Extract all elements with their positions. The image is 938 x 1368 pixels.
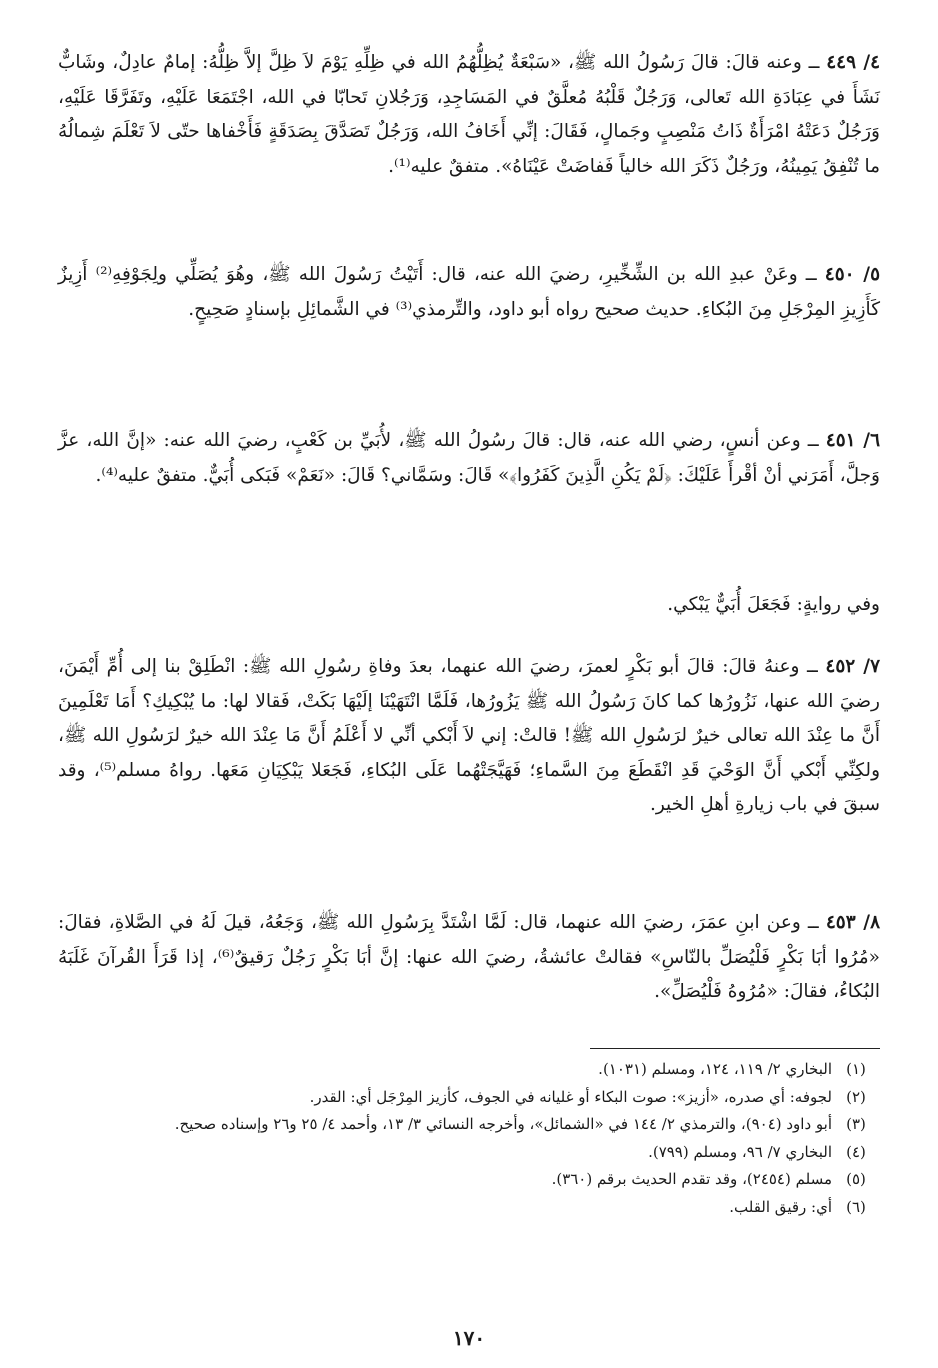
hadith-452 bbox=[58, 650, 880, 823]
footnote-number: (٤) bbox=[846, 1142, 866, 1161]
hadith-number: ٤/ ٤٤٩ bbox=[826, 52, 881, 73]
narration-variant bbox=[58, 588, 880, 623]
footnote-text: مسلم (٢٤٥٤)، وقد تقدم الحديث برقم (٣٦٠). bbox=[551, 1170, 832, 1188]
footnote-text: البخاري ٢/ ١١٩، ١٢٤، ومسلم (١٠٣١). bbox=[598, 1060, 832, 1078]
hadith-text: ــ وعنهُ قالَ: قالَ أبو بَكْرٍ لعمرَ، رضيَ الله عنهما، بعدَ وفاةِ رسُولِ الله ﷺ: انْطَلِقْ بنا إلى أُمِّ أَيْمَنَ، رضيَ الله عنها، نَزُورُها كما كانَ رَسُولُ الله ﷺ يَزُورُها، فَلَمَّا انْتَهَيْنَا إلَيْهَا بَكَتْ، فَقالا لها: ما يُبْكِيكِ؟ أَمَا تَعْلَمِينَ أَنَّ ما عِنْدَ الله تعالى خيرٌ لرَسُولِ الله ﷺ! قالتْ: إني لاَ أَبْكي أنِّي لا أَعْلَمُ أَنَّ مَا عِنْدَ الله خيرٌ لرَسُولِ الله ﷺ، ولكِنِّي أَبْكي أَنَّ الوَحْيَ قَدِ انْقَطَعَ مِنَ السَّماءِ؛ فَهَيَّجَتْهُما عَلَى البُكاءِ، فَجَعَلا يَبْكِيَانِ مَعَها. رواهُ مسلم⁽⁵⁾، وقد سبقَ في باب زيارةِ أهلِ الخير. bbox=[58, 656, 880, 815]
footnote-number: (١) bbox=[846, 1060, 866, 1078]
footnote-6 bbox=[58, 1194, 880, 1222]
footnote-text: أبو داود (٩٠٤)، والترمذي ٢/ ١٤٤ في «الشمائل»، وأخرجه النسائي ٣/ ١٣، وأحمد ٤/ ٢٥ و٢٦ وإسناده صحيح. bbox=[174, 1115, 832, 1133]
hadith-450 bbox=[58, 258, 880, 327]
footnote-text: لجوفه: أي صدره، «أزيز»: صوت البكاء أو غليانه في الجوف، كأزيز المِرْجَل أي: القدر. bbox=[309, 1087, 832, 1106]
hadith-text: ــ وعَنْ عبدِ الله بن الشِّخِّيرِ، رضيَ الله عنه، قال: أَتَيْتُ رَسُولَ الله ﷺ، وهُوَ يُصَلِّي ولِجَوْفِهِ⁽²⁾ أَزِيزٌ كَأَزِيزِ المِرْجَلِ مِنَ البُكاءِ. حديث صحيح رواه أبو داود، والتِّرمذي⁽³⁾ في الشَّمائِلِ بإسنادٍ صَحِيحٍ. bbox=[58, 264, 880, 320]
footnote-1 bbox=[58, 1056, 880, 1084]
footnote-number: (٣) bbox=[846, 1115, 866, 1133]
hadith-number: ٨/ ٤٥٣ bbox=[825, 912, 881, 933]
page-number: ١٧٠ bbox=[452, 1326, 486, 1350]
footnote-number: (٦) bbox=[846, 1197, 866, 1216]
footnote-3 bbox=[58, 1111, 880, 1139]
hadith-text: ــ وعن ابنِ عمَرَ، رضيَ الله عنهما، قال: لَمَّا اشْتَدَّ بِرَسُولِ الله ﷺ، وَجَعُهُ، قيلَ لَهُ في الصَّلاةِ، فقالَ: «مُرُوا أبَا بَكْرٍ فَلْيُصَلِّ بالنّاسِ» فقالتْ عائشةُ، رضيَ الله عنها: إنَّ أبَا بَكْرٍ رَجُلٌ رَقيقٌ⁽⁶⁾، إذا قَرَأَ القُرآنَ غَلَبَهُ البُكاءُ، فقالَ: «مُرُوهُ فَلْيُصَلِّ». bbox=[58, 912, 880, 1002]
footnote-divider bbox=[590, 1048, 880, 1049]
footnotes bbox=[58, 1056, 880, 1221]
variant-text: وفي روايةٍ: فَجَعَلَ أُبَيٌّ يَبْكي. bbox=[667, 594, 880, 615]
footnote-text: أي: رقيق القلب. bbox=[729, 1197, 832, 1216]
footnote-2 bbox=[58, 1084, 880, 1112]
hadith-number: ٥/ ٤٥٠ bbox=[824, 264, 880, 285]
footnote-5 bbox=[58, 1166, 880, 1194]
hadith-451 bbox=[58, 424, 880, 493]
hadith-number: ٧/ ٤٥٢ bbox=[825, 656, 881, 677]
hadith-text: ــ وعنه قالَ: قالَ رَسُولُ الله ﷺ، «سَبْعَةٌ يُظِلُّهُمُ الله في ظِلِّهِ يَوْمَ لاَ ظِلَّ إلاَّ ظِلُّهُ: إمامٌ عادِلٌ، وشَابٌّ نَشَأَ في عِبَادَةِ الله تَعالى، وَرَجُلٌ قَلْبُهُ مُعلَّقٌ في المَسَاجِدِ، وَرَجُلانِ تَحابّا في الله، اجْتَمَعَا عَلَيْهِ، وتَفَرَّقَا عَلَيْهِ، وَرَجُلٌ دَعَتْهُ امْرَأَةٌ ذَاتُ مَنْصِبٍ وجَمالٍ، فَقَالَ: إنِّي أَخَافُ الله، وَرَجُلٌ تَصَدَّقَ بِصَدَقَةٍ فَأَخْفاها حتّى لاَ تَعْلَمَ شِمالُهُ ما تُنْفِقُ يَمِينُهُ، ورَجُلٌ ذَكَرَ الله خالياً فَفاضَتْ عَيْنَاهُ». متفقٌ عليه⁽¹⁾. bbox=[58, 52, 880, 177]
footnote-number: (٥) bbox=[846, 1170, 866, 1188]
footnote-number: (٢) bbox=[846, 1087, 866, 1106]
footnote-text: البخاري ٧/ ٩٦، ومسلم (٧٩٩). bbox=[648, 1142, 832, 1161]
hadith-number: ٦/ ٤٥١ bbox=[825, 430, 880, 451]
hadith-text: ــ وعن أنسٍ، رضي الله عنه، قال: قالَ رسُولُ الله ﷺ، لأُبَيِّ بن كَعْبٍ، رضيَ الله عنه: «إنَّ الله، عزَّ وَجلَّ، أَمَرَني أنْ أقْرأَ عَلَيْكَ: ﴿لَمْ يَكُنِ الَّذِينَ كَفَرُوا﴾» قَالَ: وسَمَّاني؟ قَالَ: «نَعَمْ» فَبَكى أُبَيٌّ. متفقٌ عليه⁽⁴⁾. bbox=[58, 430, 880, 486]
hadith-453 bbox=[58, 906, 880, 1010]
footnote-4 bbox=[58, 1139, 880, 1167]
hadith-449 bbox=[58, 46, 880, 184]
